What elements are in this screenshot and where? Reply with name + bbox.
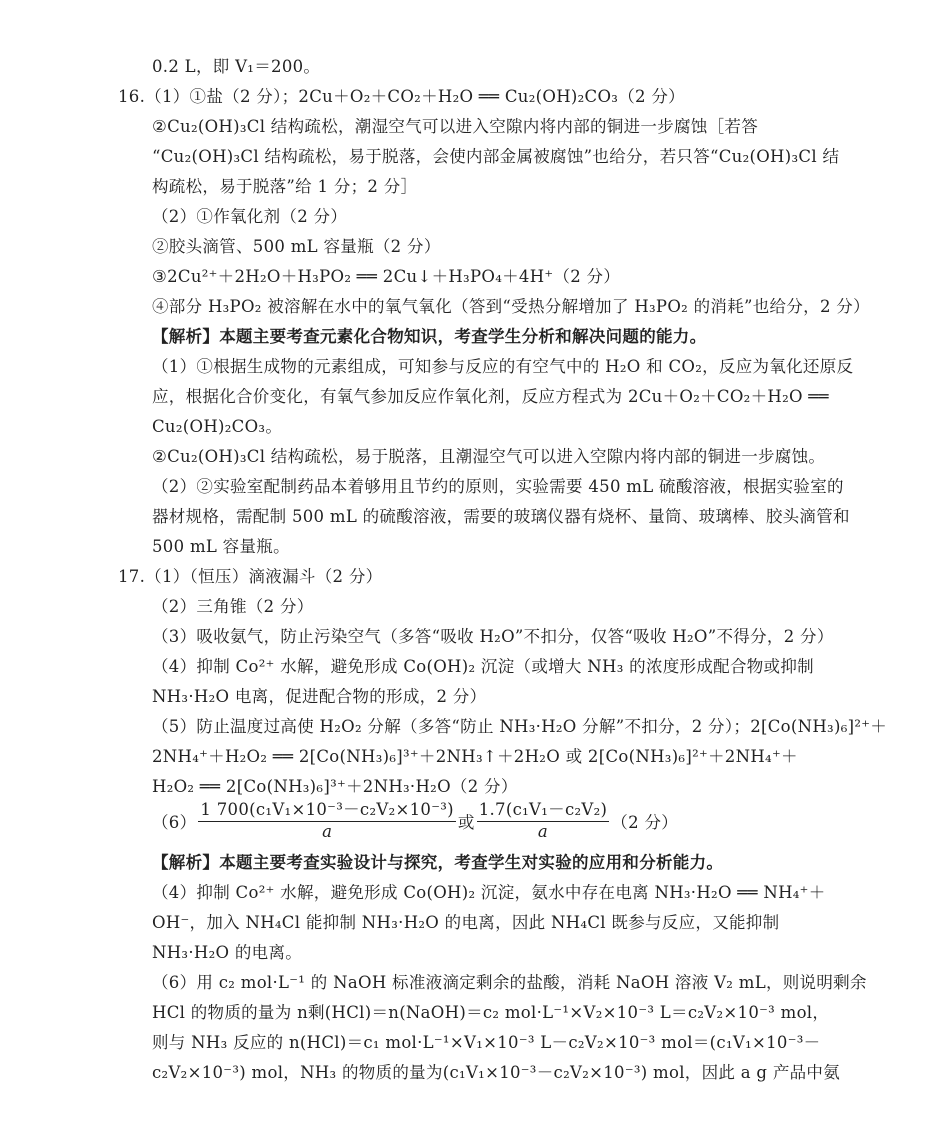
text-line: Cu₂(OH)₂CO₃。: [152, 417, 283, 436]
text-line: （4）抑制 Co²⁺ 水解，避免形成 Co(OH)₂ 沉淀（或增大 NH₃ 的浓度形成配合物或抑制: [152, 657, 814, 676]
text-line: ③2Cu²⁺＋2H₂O＋H₃PO₂ ══ 2Cu↓＋H₃PO₄＋4H⁺（2 分）: [152, 267, 621, 286]
text-line: OH⁻，加入 NH₄Cl 能抑制 NH₃·H₂O 的电离，因此 NH₄Cl 既参与反应，又能抑制: [152, 913, 780, 932]
text-line: ②Cu₂(OH)₃Cl 结构疏松，易于脱落，且潮湿空气可以进入空隙内将内部的铜进一步腐蚀。: [152, 447, 826, 466]
text-line: （2）三角锥（2 分）: [152, 597, 314, 616]
text-line: ④部分 H₃PO₂ 被溶解在水中的氧气氧化（答到“受热分解增加了 H₃PO₂ 的消耗”也给分，2 分）: [152, 297, 870, 316]
text-line: （3）吸收氨气，防止污染空气（多答“吸收 H₂O”不扣分，仅答“吸收 H₂O”不得分，2 分）: [152, 627, 834, 646]
formula-or: 或: [457, 813, 475, 832]
text-line: ②胶头滴管、500 mL 容量瓶（2 分）: [152, 237, 441, 256]
text-line: NH₃·H₂O 电离，促进配合物的形成，2 分）: [152, 687, 487, 706]
text-line: （1）①根据生成物的元素组成，可知参与反应的有空气中的 H₂O 和 CO₂，反应为氧化还原反: [152, 357, 854, 376]
formula-prefix: （6）: [152, 813, 197, 832]
text-line: 17.（1）（恒压）滴液漏斗（2 分）: [118, 567, 383, 586]
text-line: NH₃·H₂O 的电离。: [152, 943, 303, 962]
text-line: 0.2 L，即 V₁＝200。: [152, 57, 321, 76]
text-line: 构疏松，易于脱落”给 1 分；2 分］: [152, 177, 418, 196]
text-line: 则与 NH₃ 反应的 n(HCl)＝c₁ mol·L⁻¹×V₁×10⁻³ L－c₂V₂×10⁻³ mol＝(c₁V₁×10⁻³－: [152, 1033, 821, 1052]
text-line: 应，根据化合价变化，有氧气参加反应作氧化剂，反应方程式为 2Cu＋O₂＋CO₂＋H₂O ══: [152, 387, 829, 406]
text-line: c₂V₂×10⁻³) mol，NH₃ 的物质的量为(c₁V₁×10⁻³－c₂V₂×10⁻³) mol，因此 a g 产品中氨: [152, 1063, 841, 1082]
fraction-1-numerator: 1 700(c₁V₁×10⁻³－c₂V₂×10⁻³): [198, 800, 455, 822]
text-line: （6）用 c₂ mol·L⁻¹ 的 NaOH 标准液滴定剩余的盐酸，消耗 NaOH 溶液 V₂ mL，则说明剩余: [152, 973, 867, 992]
text-line: （2）①作氧化剂（2 分）: [152, 207, 348, 226]
fraction-2-denominator: a: [537, 822, 549, 841]
text-line: （2）②实验室配制药品本着够用且节约的原则，实验需要 450 mL 硫酸溶液，根据实验室的: [152, 477, 844, 496]
fraction-2: [477, 800, 610, 842]
text-line: “Cu₂(OH)₃Cl 结构疏松，易于脱落，会使内部金属被腐蚀”也给分，若只答“Cu₂(OH)₃Cl 结: [152, 147, 840, 166]
formula-6: [152, 800, 678, 842]
text-line: 2NH₄⁺＋H₂O₂ ══ 2[Co(NH₃)₆]³⁺＋2NH₃↑＋2H₂O 或 2[Co(NH₃)₆]²⁺＋2NH₄⁺＋: [152, 747, 798, 766]
text-line: （4）抑制 Co²⁺ 水解，避免形成 Co(OH)₂ 沉淀，氨水中存在电离 NH₃·H₂O ══ NH₄⁺＋: [152, 883, 826, 902]
analysis-heading: 【解析】本题主要考查元素化合物知识，考查学生分析和解决问题的能力。: [152, 327, 707, 346]
formula-suffix: （2 分）: [611, 813, 679, 832]
fraction-1-denominator: a: [322, 822, 333, 841]
fraction-2-numerator: 1.7(c₁V₁－c₂V₂): [477, 800, 610, 822]
text-line: ②Cu₂(OH)₃Cl 结构疏松，潮湿空气可以进入空隙内将内部的铜进一步腐蚀［若答: [152, 117, 759, 136]
text-line: 16.（1）①盐（2 分）；2Cu＋O₂＋CO₂＋H₂O ══ Cu₂(OH)₂CO₃（2 分）: [118, 87, 685, 106]
text-line: H₂O₂ ══ 2[Co(NH₃)₆]³⁺＋2NH₃·H₂O（2 分）: [152, 777, 518, 796]
text-line: 器材规格，需配制 500 mL 的硫酸溶液，需要的玻璃仪器有烧杯、量筒、玻璃棒、胶头滴管和: [152, 507, 850, 526]
text-line: （5）防止温度过高使 H₂O₂ 分解（多答“防止 NH₃·H₂O 分解”不扣分，2 分）；2[Co(NH₃)₆]²⁺＋: [152, 717, 888, 736]
analysis-heading: 【解析】本题主要考查实验设计与探究，考查学生对实验的应用和分析能力。: [152, 853, 724, 872]
fraction-1: [198, 800, 455, 842]
text-line: 500 mL 容量瓶。: [152, 537, 290, 556]
text-line: HCl 的物质的量为 n剩(HCl)＝n(NaOH)＝c₂ mol·L⁻¹×V₂×10⁻³ L＝c₂V₂×10⁻³ mol，: [152, 1003, 830, 1022]
